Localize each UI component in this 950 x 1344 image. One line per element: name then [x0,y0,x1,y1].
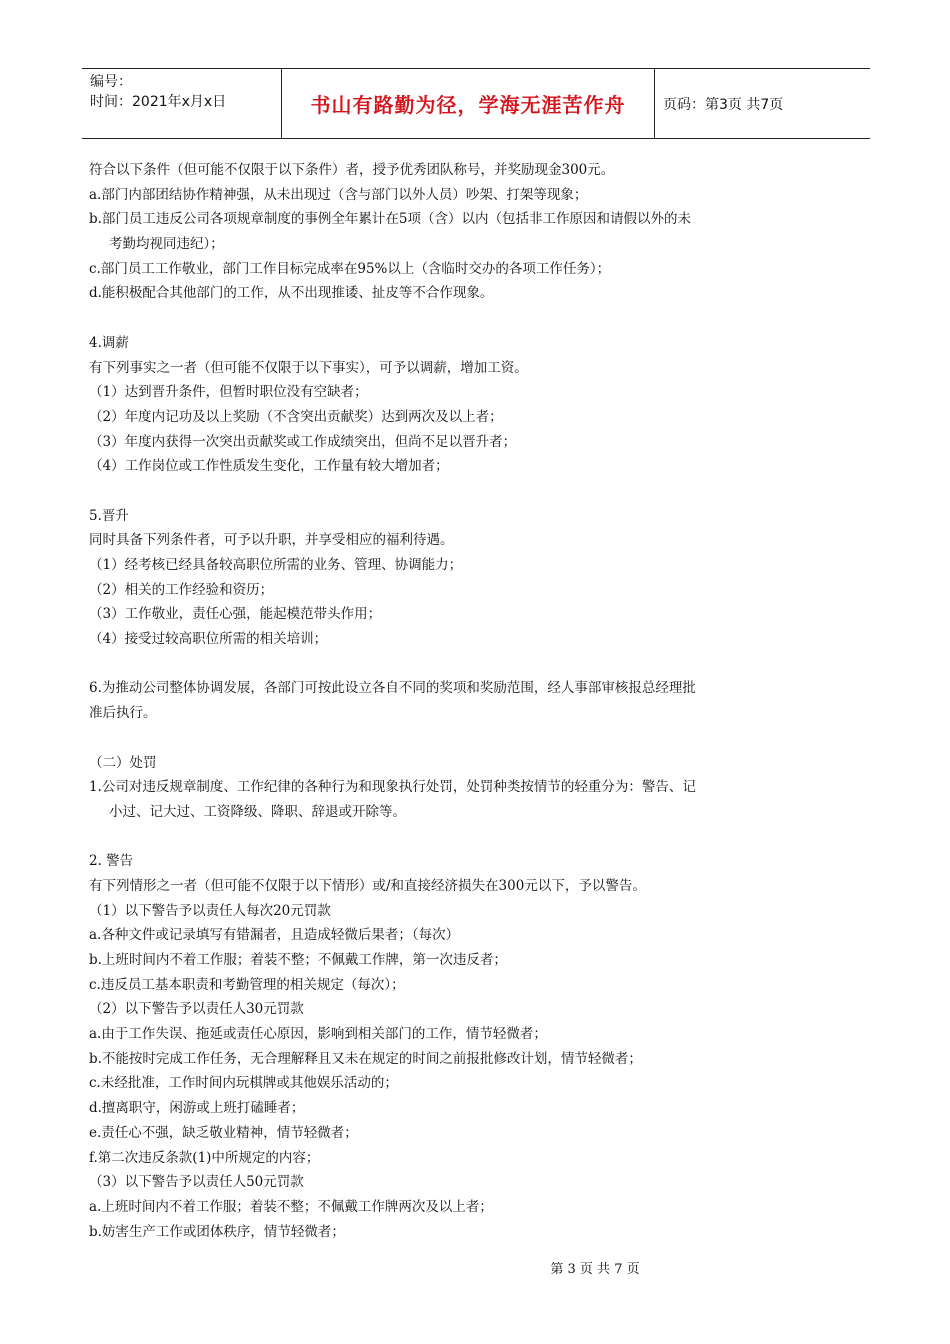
section-heading: （二）处罚 [89,754,157,771]
body-line: b.妨害生产工作或团体秩序，情节轻微者； [89,1223,345,1240]
header-page-number: 页码：第3页 共7页 [663,96,784,113]
blank-line [89,825,869,850]
body-line: c.违反员工基本职责和考勤管理的相关规定（每次）； [89,976,405,993]
header-meta [82,69,282,138]
blank-line [89,306,869,331]
body-line: e.责任心不强，缺乏敬业精神，情节轻微者； [89,1124,358,1141]
body-line: 符合以下条件（但可能不仅限于以下条件）者，授予优秀团队称号，并奖励现金300元。 [89,162,615,178]
body-line: （2）年度内记功及以上奖励（不含突出贡献奖）达到两次及以上者； [89,408,503,425]
body-line: （4）工作岗位或工作性质发生变化，工作量有较大增加者； [89,458,449,475]
body-line: a.各种文件或记录填写有错漏者，且造成轻微后果者；（每次） [89,927,460,944]
document-number: 编号： [90,74,132,90]
body-line: 1.公司对违反规章制度、工作纪律的各种行为和现象执行处罚，处罚种类按情节的轻重分为：警告、记 [89,779,696,796]
body-line: c.未经批准，工作时间内玩棋牌或其他娱乐活动的； [89,1075,398,1092]
section-heading: 5.晋升 [89,507,129,524]
body-line: （3）以下警告予以责任人50元罚款 [89,1174,304,1191]
body-line: b.部门员工违反公司各项规章制度的事例全年累计在5项（含）以内（包括非工作原因和请假以外的未 [89,211,692,228]
blank-line [89,479,869,504]
body-line: （1）达到晋升条件，但暂时职位没有空缺者； [89,384,368,401]
body-line: （1）以下警告予以责任人每次20元罚款 [89,902,331,919]
body-line: 小过、记大过、工资降级、降职、辞退或开除等。 [109,803,406,820]
body-line: 准后执行。 [89,705,157,722]
document-body [89,158,869,1244]
body-line: （3）工作敬业，责任心强，能起模范带头作用； [89,606,382,623]
body-line: a.上班时间内不着工作服；着装不整；不佩戴工作牌两次及以上者； [89,1198,493,1215]
section-heading: 2. 警告 [89,853,134,870]
body-line: d.擅离职守，闲游或上班打磕睡者； [89,1100,305,1117]
body-line: （3）年度内获得一次突出贡献奖或工作成绩突出，但尚不足以晋升者； [89,433,517,450]
body-line: 同时具备下列条件者，可予以升职，并享受相应的福利待遇。 [89,532,454,549]
section-heading: 4.调薪 [89,334,129,351]
body-line: a.部门内部团结协作精神强，从未出现过（含与部门以外人员）吵架、打架等现象； [89,186,588,203]
document-header [82,68,870,139]
header-page-cell [655,69,870,138]
body-line: b.上班时间内不着工作服；着装不整；不佩戴工作牌，第一次违反者； [89,952,507,968]
body-line: （2）以下警告予以责任人30元罚款 [89,1001,304,1018]
body-line: （2）相关的工作经验和资历； [89,581,274,598]
body-line: 6.为推动公司整体协调发展，各部门可按此设立各自不同的奖项和奖励范围，经人事部审核报总经理批 [89,680,696,697]
page-footer: 第 3 页 共 7 页 [550,1262,640,1277]
blank-line [89,726,869,751]
header-motto-cell [282,69,655,138]
body-line: a.由于工作失误、拖延或责任心原因，影响到相关部门的工作，情节轻微者； [89,1026,547,1043]
document-date: 时间：2021年x月x日 [90,94,227,110]
body-line: 考勤均视同违纪）； [109,236,224,253]
header-motto: 书山有路勤为径，学海无涯苦作舟 [310,93,626,117]
blank-line [89,652,869,677]
body-line: c.部门员工工作敬业，部门工作目标完成率在95%以上（含临时交办的各项工作任务）； [89,260,611,277]
body-line: d.能积极配合其他部门的工作，从不出现推诿、扯皮等不合作现象。 [89,285,494,302]
body-line: （1）经考核已经具备较高职位所需的业务、管理、协调能力； [89,557,463,573]
body-line: （4）接受过较高职位所需的相关培训； [89,631,328,648]
body-line: b.不能按时完成工作任务，无合理解释且又未在规定的时间之前报批修改计划，情节轻微者； [89,1050,642,1067]
body-line: f.第二次违反条款(1)中所规定的内容； [89,1149,320,1166]
body-line: 有下列情形之一者（但可能不仅限于以下情形）或/和直接经济损失在300元以下，予以警告。 [89,877,646,894]
body-line: 有下列事实之一者（但可能不仅限于以下事实），可予以调薪，增加工资。 [89,359,528,376]
